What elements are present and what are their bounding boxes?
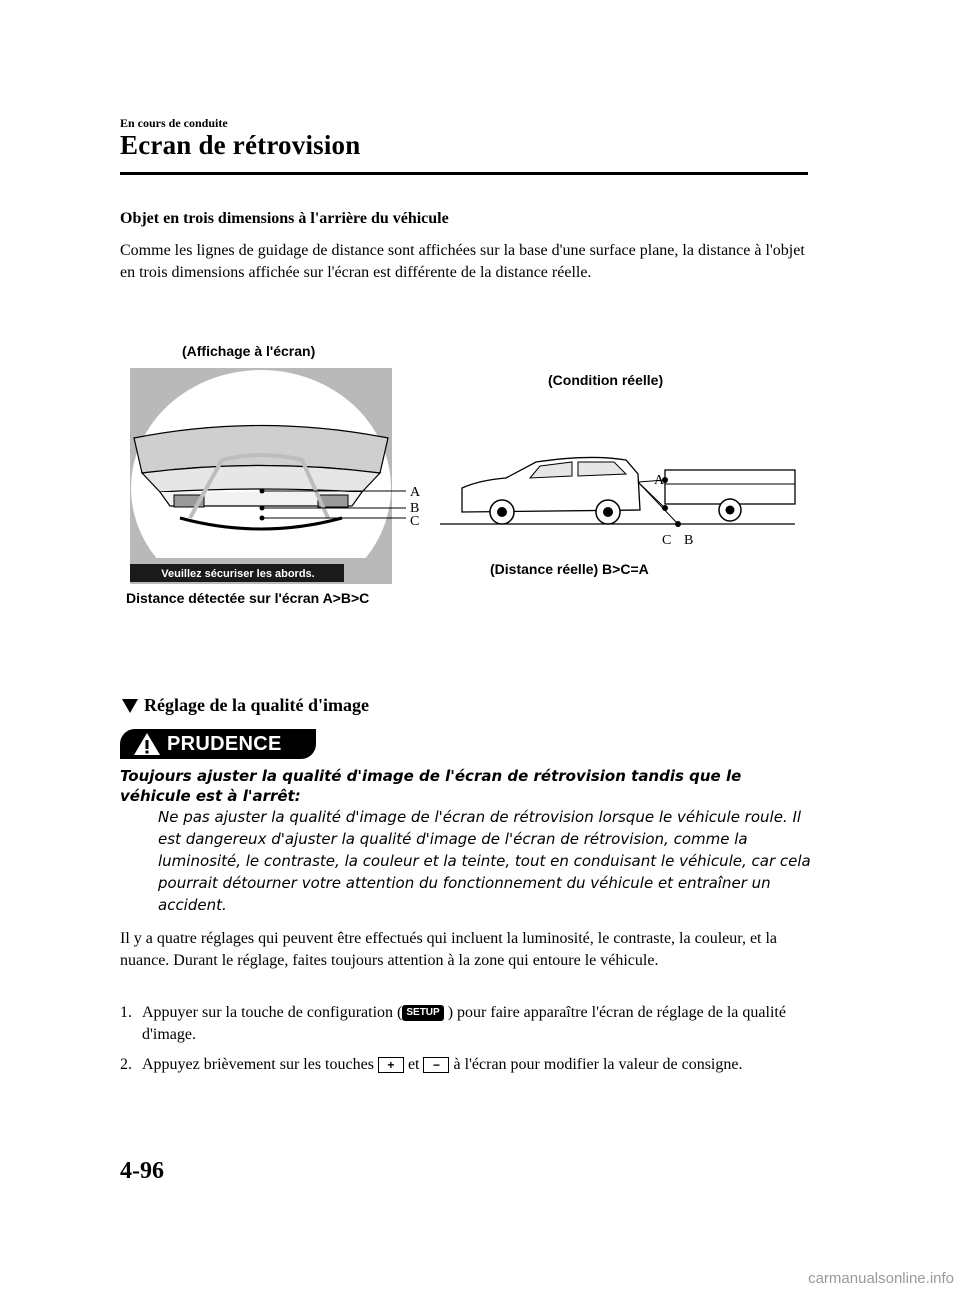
screen-banner: Veuillez sécuriser les abords. [161, 568, 315, 580]
caution-body: Ne pas ajuster la qualité d'image de l'écran de rétrovision lorsque le véhicule roule. Il est dangereux d'ajuster la qualité d'image de l'écran de rétrovision, comme la luminosité, le contraste, la couleur et la teinte, tout en conduisant le véhicule, car cela pourrait détourner votre attention du fonctionnement du véhicule et entraîner un accident. [158, 808, 811, 914]
step-2-text-a: Appuyez brièvement sur les touches [142, 1056, 374, 1073]
watermark: carmanualsonline.info [808, 1270, 954, 1287]
quality-heading [122, 695, 369, 716]
caution-badge [120, 729, 316, 759]
label-c: C [410, 514, 420, 529]
caution-label: PRUDENCE [167, 732, 282, 755]
step-1-text-b: ) pour faire apparaître l'écran de réglage de la qualité d'image. [142, 1004, 786, 1043]
step-1 [120, 1002, 810, 1046]
caution-lead: Toujours ajuster la qualité d'image de l'écran de rétrovision tandis que le véhicule est à l'arrêt: [120, 767, 742, 805]
step-1-number: 1. [120, 1004, 132, 1021]
quality-heading-text: Réglage de la qualité d'image [144, 695, 369, 715]
rear-camera-screen-illustration [130, 368, 430, 584]
step-2-number: 2. [120, 1056, 132, 1073]
page-number: 4-96 [120, 1158, 164, 1184]
step-2 [120, 1054, 810, 1076]
label-b: B [410, 501, 420, 516]
step-1-text-a: Appuyer sur la touche de configuration ( [142, 1004, 403, 1021]
triangle-down-icon [122, 699, 138, 713]
step-2-text-b: à l'écran pour modifier la valeur de consigne. [453, 1056, 743, 1073]
label-a: A [410, 485, 421, 500]
screen-distance-caption: Distance détectée sur l'écran A>B>C [126, 590, 370, 606]
section-label: En cours de conduite [120, 116, 228, 130]
page-title: Ecran de rétrovision [120, 130, 361, 160]
object3d-paragraph: Comme les lignes de guidage de distance sont affichées sur la base d'une surface plane, la distance à l'objet en trois dimensions affichée sur l'écran est différente de la distance réelle. [120, 242, 805, 281]
title-divider [120, 172, 808, 175]
setup-key-icon: SETUP [402, 1005, 443, 1021]
real-label-c: C [662, 533, 672, 548]
screen-caption: (Affichage à l'écran) [182, 343, 316, 359]
real-caption: (Condition réelle) [548, 372, 664, 388]
real-label-a: A [654, 473, 665, 488]
warning-icon [132, 731, 162, 757]
real-label-b: B [684, 533, 694, 548]
minus-key-icon: − [423, 1057, 449, 1073]
real-distance-caption: (Distance réelle) B>C=A [490, 561, 649, 577]
real-condition-illustration [440, 450, 800, 550]
quality-intro: Il y a quatre réglages qui peuvent être effectués qui incluent la luminosité, le contraste, la couleur, et la nuance. Durant le réglage, faites toujours attention à la zone qui entoure le véhicule. [120, 930, 778, 969]
plus-key-icon: + [378, 1057, 404, 1073]
step-2-text-mid: et [407, 1056, 420, 1073]
object3d-heading: Objet en trois dimensions à l'arrière du véhicule [120, 210, 449, 227]
